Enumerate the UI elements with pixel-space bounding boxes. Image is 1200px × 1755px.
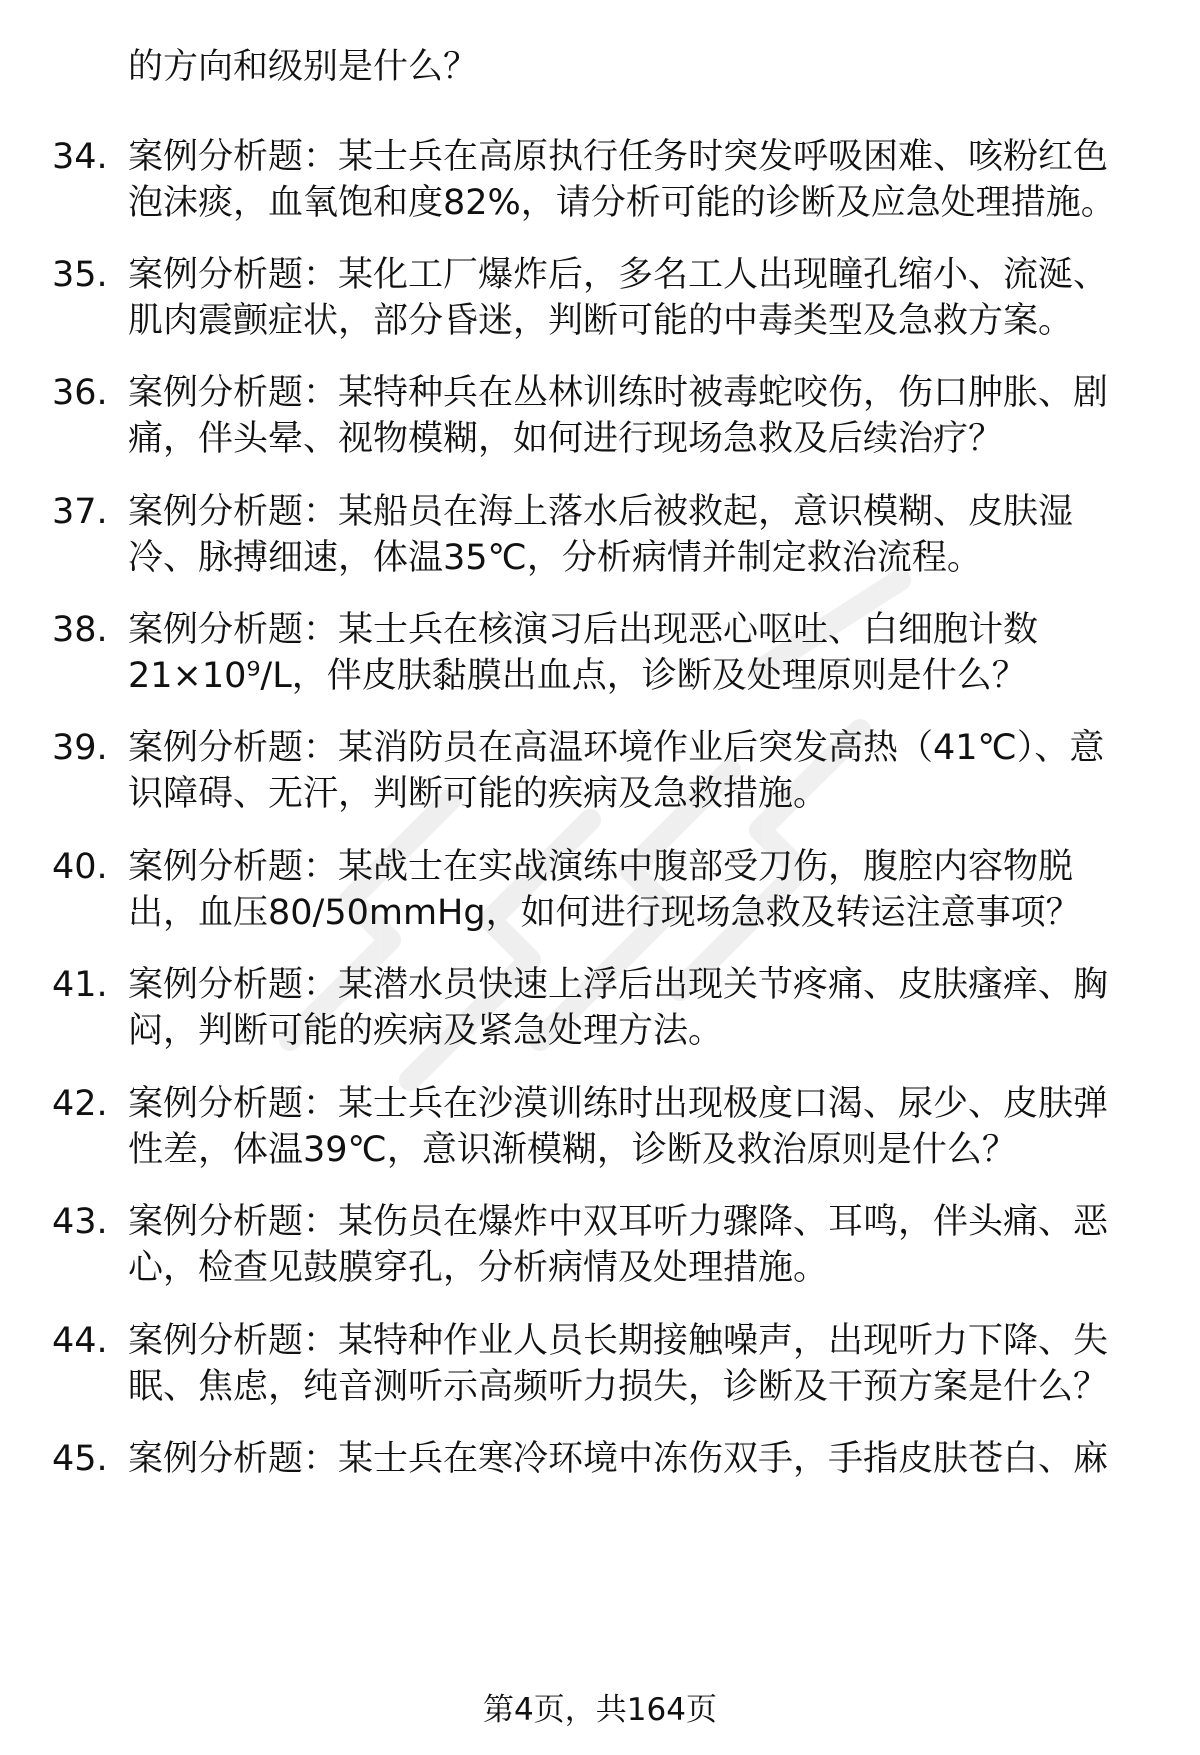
question-text-line: 眠、焦虑，纯音测听示高频听力损失，诊断及干预方案是什么？: [128, 1367, 1109, 1407]
question-text-line: 泡沫痰，血氧饱和度82%，请分析可能的诊断及应急处理措施。: [128, 183, 1116, 223]
question-number: 35.: [52, 255, 108, 295]
question-number: 34.: [52, 137, 108, 177]
question-number: 42.: [52, 1084, 108, 1124]
question-number: 36.: [52, 373, 108, 413]
question-item: [0, 489, 1200, 581]
question-item: [0, 1081, 1200, 1173]
page-footer: 第4页，共164页: [483, 1692, 717, 1728]
question-text-line: 肌肉震颤症状，部分昏迷，判断可能的中毒类型及急救方案。: [128, 301, 1074, 341]
question-text-line: 性差，体温39℃，意识渐模糊，诊断及救治原则是什么？: [128, 1130, 1017, 1170]
question-text-line: 案例分析题：某战士在实战演练中腹部受刀伤，腹腔内容物脱: [128, 847, 1074, 887]
question-text-line: 痛，伴头晕、视物模糊，如何进行现场急救及后续治疗？: [128, 419, 1004, 459]
question-number: 45.: [52, 1439, 108, 1479]
question-number: 40.: [52, 847, 108, 887]
question-number: 37.: [52, 492, 108, 532]
question-text-line: 识障碍、无汗，判断可能的疾病及急救措施。: [128, 774, 829, 814]
question-text-line: 案例分析题：某士兵在核演习后出现恶心呕吐、白细胞计数: [128, 610, 1039, 650]
question-text-line: 案例分析题：某消防员在高温环境作业后突发高热（41℃）、意: [128, 728, 1105, 768]
question-item: [0, 844, 1200, 936]
question-number: 44.: [52, 1321, 108, 1361]
question-item: [0, 725, 1200, 817]
question-text-line: 心，检查见鼓膜穿孔，分析病情及处理措施。: [128, 1248, 829, 1288]
question-text-line: 案例分析题：某船员在海上落水后被救起，意识模糊、皮肤湿: [128, 492, 1074, 532]
question-text-line: 案例分析题：某士兵在沙漠训练时出现极度口渴、尿少、皮肤弹: [128, 1084, 1109, 1124]
question-item: [0, 252, 1200, 344]
question-number: 43.: [52, 1202, 108, 1242]
question-text-line: 冷、脉搏细速，体温35℃，分析病情并制定救治流程。: [128, 538, 982, 578]
question-text-line: 案例分析题：某特种作业人员长期接触噪声，出现听力下降、失: [128, 1321, 1109, 1361]
question-text-line: 案例分析题：某士兵在寒冷环境中冻伤双手，手指皮肤苍白、麻: [128, 1439, 1109, 1479]
question-item: [0, 1199, 1200, 1291]
question-number: 38.: [52, 610, 108, 650]
question-item: [0, 134, 1200, 226]
question-number: 39.: [52, 728, 108, 768]
question-text-line: 案例分析题：某伤员在爆炸中双耳听力骤降、耳鸣，伴头痛、恶: [128, 1202, 1109, 1242]
question-text-line: 案例分析题：某士兵在高原执行任务时突发呼吸困难、咳粉红色: [128, 137, 1109, 177]
question-text-line: 案例分析题：某特种兵在丛林训练时被毒蛇咬伤，伤口肿胀、剧: [128, 373, 1109, 413]
question-number: 41.: [52, 965, 108, 1005]
question-text-line: 闷，判断可能的疾病及紧急处理方法。: [128, 1011, 724, 1051]
continuation-line: 的方向和级别是什么？: [128, 47, 479, 87]
question-item: [0, 962, 1200, 1054]
question-text-line: 案例分析题：某化工厂爆炸后，多名工人出现瞳孔缩小、流涎、: [128, 255, 1109, 295]
question-text-line: 案例分析题：某潜水员快速上浮后出现关节疼痛、皮肤瘙痒、胸: [128, 965, 1109, 1005]
question-item: [0, 1318, 1200, 1410]
question-item: [0, 607, 1200, 699]
question-text-line: 出，血压80/50mmHg，如何进行现场急救及转运注意事项？: [128, 893, 1081, 933]
question-item: [0, 370, 1200, 462]
question-text-line: 21×10⁹/L，伴皮肤黏膜出血点，诊断及处理原则是什么？: [128, 656, 1027, 696]
question-item: [0, 1436, 1200, 1528]
